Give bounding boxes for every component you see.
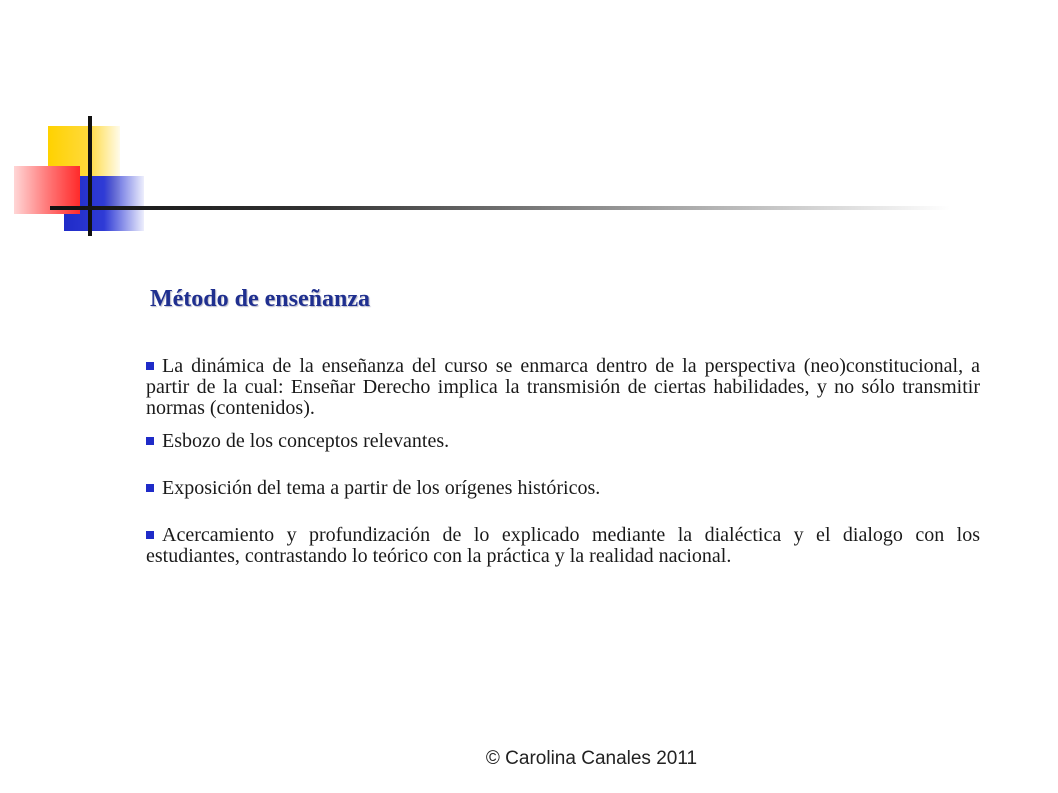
list-item (146, 478, 980, 499)
decorative-horizontal-line (50, 206, 950, 210)
list-item (146, 431, 980, 452)
copyright-footer: © Carolina Canales 2011 (485, 748, 698, 769)
bullet-text: Esbozo de los conceptos relevantes. (162, 430, 450, 452)
list-item (146, 525, 980, 567)
list-item (146, 356, 980, 419)
decorative-vertical-line (88, 116, 92, 236)
bullet-text: La dinámica de la enseñanza del curso se enmarca dentro de la perspectiva (neo)constitucional, a partir de la cual: Enseñar Derecho implica la transmisión de ciertas habilidades, y no sólo transmitir normas (contenidos). (146, 355, 980, 419)
bullet-list (146, 356, 980, 567)
bullet-text: Acercamiento y profundización de lo explicado mediante la dialéctica y el dialogo con los estudiantes, contrastando lo teórico con la práctica y la realidad nacional. (146, 524, 980, 567)
square-bullet-icon (146, 437, 154, 445)
slide-title: Método de enseñanza (150, 286, 370, 312)
bullet-text: Exposición del tema a partir de los orígenes históricos. (162, 477, 601, 499)
square-bullet-icon (146, 484, 154, 492)
square-bullet-icon (146, 362, 154, 370)
square-bullet-icon (146, 531, 154, 539)
